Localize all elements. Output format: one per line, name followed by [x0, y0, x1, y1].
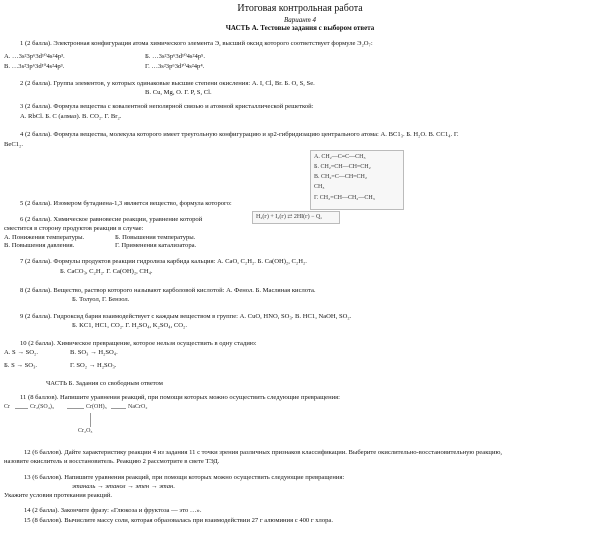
q11-arrow-2 [67, 408, 84, 409]
q6-stem: 6 (2 балла). Химическое равновесие реакции, уравнение которой [20, 216, 203, 223]
q1-option-c: В. …3s²3p⁶3d¹⁰4s²4p³. [4, 63, 65, 70]
page-title: Итоговая контрольная работа [237, 3, 363, 14]
q5-formula-c: В. CH₂=C—CH=CH₂ [314, 174, 367, 180]
q14-stem: 14 (2 балла). Закончите фразу: «Глюкоза и фруктоза — это …». [24, 507, 202, 514]
q11-scheme-cr2so4: Cr₂(SO₄)₃ [30, 404, 54, 410]
q1-option-a: А. …3s²3p⁶3d¹⁰4s²4p³. [4, 53, 65, 60]
q3-options: А. RbCl. Б. С (алмаз). В. CO₂. Г. Br₂. [20, 113, 122, 120]
q10-option-c: Б. S → SO₃. [4, 362, 38, 369]
q6-option-a: А. Понижения температуры. [4, 234, 85, 241]
q1-stem: 1 (2 балла). Электронная конфигурация атома химического элемента Э, высший оксид которого соответствует формуле Э₂О₇: [20, 40, 373, 47]
q1-option-b: Б. …3s²3p⁶3d¹⁰4s²4p⁵. [145, 53, 206, 60]
q7-options-cont: Б. CaCO₃, C₂H₂. Г. Ca(OH)₂, CH₄. [60, 268, 153, 275]
q10-option-a: A. S → SO₂. [4, 349, 38, 356]
q12-line-2: назовите окислитель и восстановитель. Реакцию 2 рассмотрите в свете ТЭД. [4, 458, 220, 465]
q5-formula-d: Г. CH₂=CH—CH₂—CH₃ [314, 195, 375, 201]
q11-arrow-4 [90, 413, 91, 427]
q8-stem: 8 (2 балла). Вещество, раствор которого называют карболовой кислотой: А. Фенол. Б. Масляная кислота. [20, 287, 316, 294]
q13-chain: этаналь → этанол → этен → этан. [72, 483, 175, 490]
q9-options-cont: Б. KC1, HC1, CO₂. Г. H₂SO₄, K₂SO₄, CO₂. [72, 322, 187, 329]
q3-stem: 3 (2 балла). Формула вещества с ковалентной неполярной связью и атомной кристаллической решеткой: [20, 103, 314, 110]
q6-cont: сместится в сторону продуктов реакции в случае: [4, 225, 144, 232]
q6-option-d: Г. Применения катализатора. [115, 242, 197, 249]
q4-option-cont: ВеС1₂. [4, 141, 23, 148]
q2-options-cont: В. Cu, Mg, O. Г. P, S, Cl. [145, 89, 212, 96]
q11-scheme-croh: Cr(OH)₃ [86, 404, 107, 410]
q7-stem: 7 (2 балла). Формулы продуктов реакции гидролиза карбида кальция: А. CaO, C₂H₂. Б. Ca(OH)₂, C₂H₂. [20, 258, 307, 265]
q12-line-1: 12 (6 баллов). Дайте характеристику реакции 4 из задания 11 с точки зрения различных признаков классификации. Выберите окислительно-восстановительную реакцию, [24, 449, 503, 456]
q11-arrow-3 [111, 408, 126, 409]
q8-options-cont: Б. Толуол, Г. Бензол. [72, 296, 130, 303]
part-a-heading: ЧАСТЬ А. Тестовые задания с выбором ответа [225, 24, 375, 32]
q6-equation: H₂(г) + I₂(г) ⇄ 2HI(г) − Q, [256, 214, 322, 220]
q6-equation-image [252, 211, 340, 224]
q9-stem: 9 (2 балла). Гидроксид бария взаимодействует с каждым веществом в группе: А. CuO, HNO, SO₃. В. HC1, NaOH, SO₂. [20, 313, 352, 320]
q10-option-b: В. SO₃ → H₂SO₄. [70, 349, 118, 356]
q6-option-b: Б. Повышения температуры. [115, 234, 196, 241]
q5-formula-b: Б. CH₂=CH—CH=CH₂ [314, 164, 371, 170]
part-b-heading: ЧАСТЬ Б. Задания со свободным ответом [46, 380, 163, 387]
q5-formula-a: А. CH₂—C≡C—CH₃ [314, 154, 366, 160]
q10-option-d: Г. SO₂ → H₂SO₃. [70, 362, 117, 369]
q13-cont: Укажите условия протекания реакций. [4, 492, 113, 499]
q11-scheme-cr2o3: Cr₂O₃ [78, 428, 93, 434]
q11-arrow-1 [15, 408, 28, 409]
q11-scheme-cr: Cr [4, 404, 10, 410]
q1-option-d: Г. …3s²3p⁶3d¹⁰4s²4p⁴. [145, 63, 205, 70]
q5-formulas-image [310, 150, 404, 210]
q11-scheme-nacro: NaCrO₂ [128, 404, 148, 410]
q13-stem: 13 (6 баллов). Напишите уравнения реакций, при помощи которых можно осуществить следующие превращения: [24, 474, 345, 481]
q5-formula-c-branch: CH₃ [314, 184, 325, 190]
q15-stem: 15 (8 баллов). Вычислите массу соли, которая образовалась при взаимодействии 27 г алюминия с 400 г хлора. [24, 517, 333, 524]
q10-stem: 10 (2 балла). Химическое превращение, которое нельзя осуществить в одну стадию: [20, 340, 257, 347]
q2-stem: 2 (2 балла). Группа элементов, у которых одинаковые высшие степени окисления: А. I, Cl, Br. Б. О, S, Se. [20, 80, 315, 87]
variant-label: Вариант 4 [283, 16, 317, 24]
q5-stem: 5 (2 балла). Изомером бутадиена-1,3 является вещество, формула которого: [20, 200, 232, 207]
q4-stem: 4 (2 балла). Формула вещества, молекула которого имеет треугольную конфигурацию и sp2-гибридизацию центрального атома: А. ВС1₃. Б. Н₂О. В. СС1₄. Г. [20, 131, 459, 138]
q11-stem: 11 (8 баллов). Напишите уравнения реакций, при помощи которых можно осуществить следующие превращения: [20, 394, 341, 401]
q6-option-c: В. Повышения давления. [4, 242, 75, 249]
